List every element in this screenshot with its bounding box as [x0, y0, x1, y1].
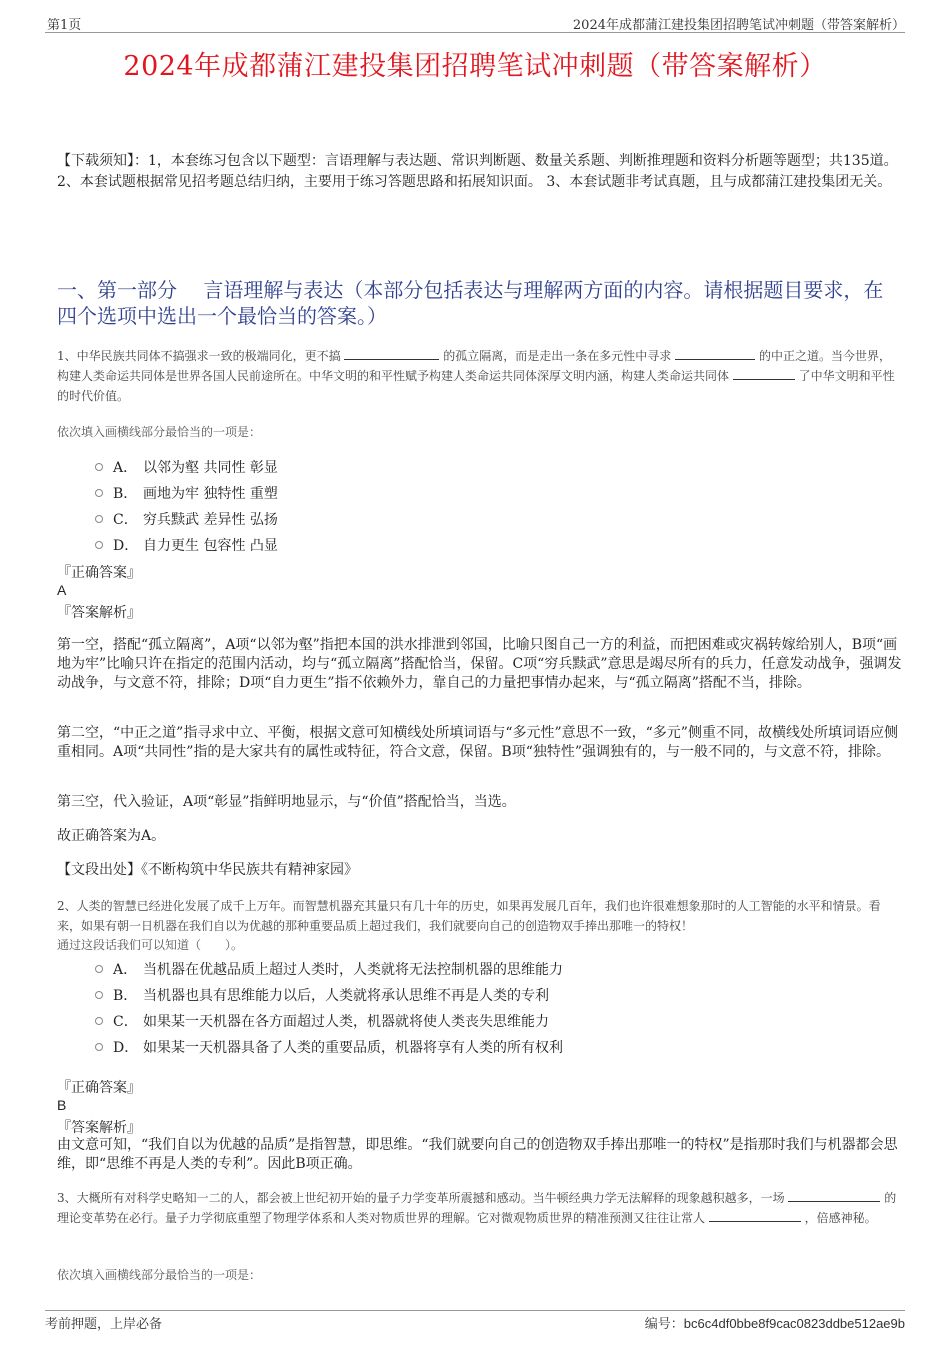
radio-icon[interactable] [95, 1017, 103, 1025]
header-divider [45, 32, 905, 33]
question-3-text [57, 1188, 902, 1228]
radio-icon[interactable] [95, 515, 103, 523]
question-2-prompt: 通过这段话我们可以知道（ ）。 [57, 938, 244, 952]
question-1-option-b[interactable]: B． 画地为牢 独特性 重塑 [95, 483, 278, 503]
question-2-option-c[interactable]: C． 如果某一天机器在各方面超过人类，机器就将使人类丧失思维能力 [95, 1011, 549, 1031]
q1-part-1: 1、中华民族共同体不搞强求一致的极端同化，更不搞 [57, 349, 341, 363]
radio-icon[interactable] [95, 541, 103, 549]
q1-part-4: 了中华文明和平性的时代价值。 [57, 369, 895, 403]
section-heading: 一、第一部分 言语理解与表达（本部分包括表达与理解两方面的内容。请根据题目要求，在四个选项中选出一个最恰当的答案。） [57, 278, 884, 328]
document-title: 2024年成都蒲江建投集团招聘笔试冲刺题（带答案解析） [123, 51, 827, 82]
question-1-text [57, 346, 902, 406]
analysis-paragraph-3: 第三空，代入验证，A项“彰显”指鲜明地显示，与“价值”搭配恰当，当选。 [57, 794, 516, 810]
q3-blank-1 [788, 1189, 880, 1202]
question-3-prompt: 依次填入画横线部分最恰当的一项是： [57, 1268, 262, 1282]
question-1-option-a[interactable]: A． 以邻为壑 共同性 彰显 [95, 457, 278, 477]
correct-answer: B [57, 1097, 67, 1113]
correct-answer-label: 『正确答案』 [57, 1080, 141, 1096]
q3-blank-2 [709, 1209, 801, 1222]
q1-blank-2 [675, 347, 755, 360]
q1-part-3: 的中正之道。当今世界，构建人类命运共同体是世界各国人民前途所在。中华文明的和平性赋予构建人类命运共同体深厚文明内涵，构建人类命运共同体 [57, 349, 891, 383]
q3-part-2: 的理论变革势在必行。量子力学彻底重塑了物理学体系和人类对物质世界的理解。它对微观物质世界的精准预测又往往让常人 [57, 1191, 897, 1225]
radio-icon[interactable] [95, 965, 103, 973]
q3-part-3: ，倍感神秘。 [804, 1211, 877, 1225]
question-1-prompt: 依次填入画横线部分最恰当的一项是： [57, 425, 262, 439]
question-2-text: 2、人类的智慧已经进化发展了成千上万年。而智慧机器充其量只有几十年的历史，如果再发展几百年，我们也许很难想象那时的人工智能的水平和情景。看来，如果有朝一日机器在我们自以为优越的那种重要品质上超过我们，我们就要向自己的创造物双手捧出那唯一的特权！ [57, 899, 881, 933]
q1-blank-1 [344, 347, 439, 360]
radio-icon[interactable] [95, 1043, 103, 1051]
download-notice: 【下载须知】：1，本套练习包含以下题型：言语理解与表达题、常识判断题、数量关系题、判断推理题和资料分析题等题型；共135道。 2、本套试题根据常见招考题总结归纳，主要用于练习答题思路和拓展知识面。 3、本套试题非考试真题，且与成都蒲江建投集团无关。 [57, 153, 898, 190]
analysis-paragraph-4: 故正确答案为A。 [57, 828, 166, 844]
q3-part-1: 3、大概所有对科学史略知一二的人，都会被上世纪初开始的量子力学变革所震撼和感动。当牛顿经典力学无法解释的现象越积越多，一场 [57, 1191, 785, 1205]
question-2-option-d[interactable]: D． 如果某一天机器具备了人类的重要品质，机器将享有人类的所有权利 [95, 1037, 563, 1057]
source-note: 【文段出处】《不断构筑中华民族共有精神家园》 [57, 862, 358, 878]
correct-answer: A [57, 582, 67, 598]
footer-slogan: 考前押题，上岸必备 [45, 1317, 163, 1332]
analysis-label: 『答案解析』 [57, 1120, 141, 1136]
radio-icon[interactable] [95, 463, 103, 471]
page-number: 第1页 [47, 18, 82, 33]
analysis-label: 『答案解析』 [57, 605, 141, 621]
question-1-option-d[interactable]: D． 自力更生 包容性 凸显 [95, 535, 278, 555]
analysis-paragraph-1: 第一空，搭配“孤立隔离”，A项“以邻为壑”指把本国的洪水排泄到邻国，比喻只图自己一方的利益，而把困难或灾祸转嫁给别人，B项“画地为牢”比喻只许在指定的范围内活动，均与“孤立隔离”搭配恰当，保留。C项“穷兵黩武”意思是竭尽所有的兵力，任意发动战争，强调发动战争，与文意不符，排除；D项“自力更生”指不依赖外力，靠自己的力量把事情办起来，与“孤立隔离”搭配不当，排除。 [57, 637, 902, 691]
footer-divider [45, 1310, 905, 1311]
question-1-option-c[interactable]: C． 穷兵黩武 差异性 弘扬 [95, 509, 278, 529]
running-title: 2024年成都蒲江建投集团招聘笔试冲刺题（带答案解析） [572, 18, 905, 33]
question-2-option-b[interactable]: B． 当机器也具有思维能力以后，人类就将承认思维不再是人类的专利 [95, 985, 549, 1005]
radio-icon[interactable] [95, 991, 103, 999]
document-code: 编号：bc6c4df0bbe8f9cac0823ddbe512ae9b [644, 1316, 905, 1332]
analysis-paragraph-2: 第二空，“中正之道”指寻求中立、平衡，根据文意可知横线处所填词语与“多元性”意思不一致，“多元”侧重不同，故横线处所填词语应侧重相同。A项“共同性”指的是大家共有的属性或特征，符合文意，保留。B项“独特性”强调独有的，与一般不同的，与文意不符，排除。 [57, 725, 898, 760]
radio-icon[interactable] [95, 489, 103, 497]
correct-answer-label: 『正确答案』 [57, 565, 141, 581]
question-2-option-a[interactable]: A． 当机器在优越品质上超过人类时，人类就将无法控制机器的思维能力 [95, 959, 563, 979]
analysis-paragraph: 由文意可知，“我们自以为优越的品质”是指智慧，即思维。“我们就要向自己的创造物双手捧出那唯一的特权”是指那时我们与机器都会思维，即“思维不再是人类的专利”。因此B项正确。 [57, 1137, 898, 1172]
q1-blank-3 [733, 367, 795, 380]
q1-part-2: 的孤立隔离，而是走出一条在多元性中寻求 [443, 349, 672, 363]
